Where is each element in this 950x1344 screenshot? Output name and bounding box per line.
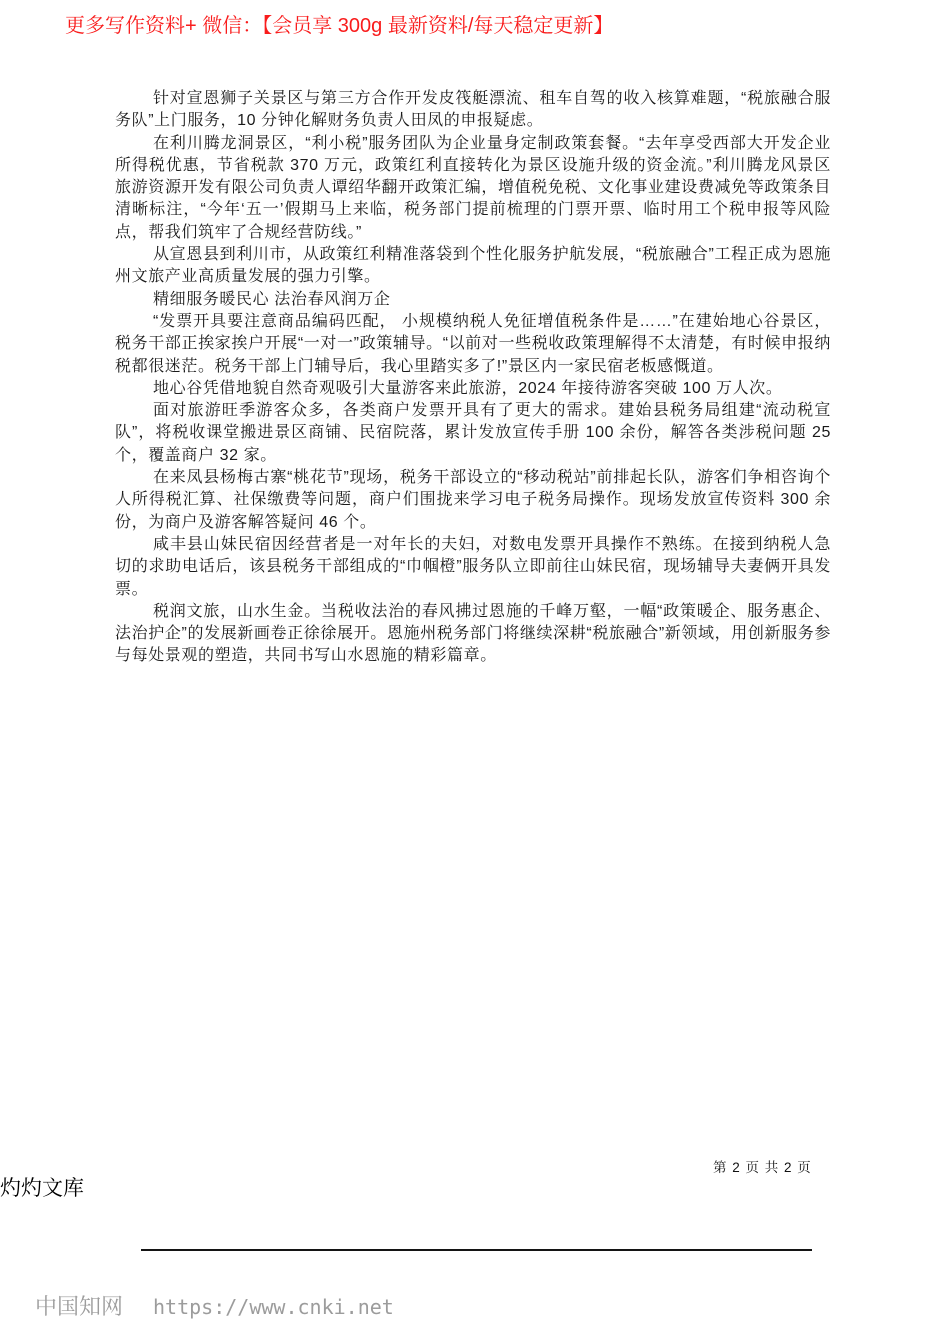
body-paragraph: 针对宣恩狮子关景区与第三方合作开发皮筏艇漂流、租车自驾的收入核算难题，“税旅融合服务队”上门服务，10 分钟化解财务负责人田凤的申报疑虑。: [115, 90, 831, 130]
body-paragraph: 面对旅游旺季游客众多，各类商户发票开具有了更大的需求。建始县税务局组建“流动税宣队”，将税收课堂搬进景区商铺、民宿院落，累计发放宣传手册 100 余份，解答各类涉税问题 25 个，覆盖商户 32 家。: [115, 402, 831, 464]
cnki-site-url: https://www.cnki.net: [153, 1295, 394, 1319]
body-paragraph: 地心谷凭借地貌自然奇观吸引大量游客来此旅游，2024 年接待游客突破 100 万人次。: [153, 379, 783, 397]
body-paragraph: 从宣恩县到利川市，从政策红利精准落袋到个性化服务护航发展，“税旅融合”工程正成为恩施州文旅产业高质量发展的强力引擎。: [115, 246, 831, 286]
body-paragraph: 税润文旅，山水生金。当税收法治的春风拂过恩施的千峰万壑，一幅“政策暖企、服务惠企、法治护企”的发展新画卷正徐徐展开。恩施州税务部门将继续深耕“税旅融合”新领域，用创新服务参与每处景观的塑造，共同书写山水恩施的精彩篇章。: [115, 602, 831, 665]
document-body: [115, 88, 831, 668]
footer-divider-line: [141, 1249, 812, 1251]
library-label: 灼灼文库: [0, 1177, 84, 1200]
body-paragraph: 在来凤县杨梅古寨“桃花节”现场，税务干部设立的“移动税站”前排起长队，游客们争相咨询个人所得税汇算、社保缴费等问题，商户们围拢来学习电子税务局操作。现场发放宣传资料 300 余份，为商户及游客解答疑问 46 个。: [115, 469, 831, 531]
page-number-indicator: 第 2 页 共 2 页: [713, 1160, 812, 1175]
body-paragraph: 咸丰县山妹民宿因经营者是一对年长的夫妇，对数电发票开具操作不熟练。在接到纳税人急切的求助电话后，该县税务干部组成的“巾帼橙”服务队立即前往山妹民宿，现场辅导夫妻俩开具发票。: [115, 535, 831, 598]
cnki-site-name: 中国知网: [35, 1295, 124, 1320]
body-paragraph: 精细服务暖民心 法治春风润万企: [153, 290, 391, 308]
body-paragraph: “发票开具要注意商品编码匹配， 小规模纳税人免征增值税条件是……”在建始地心谷景区，税务干部正挨家挨户开展“一对一”政策辅导。“以前对一些税收政策理解得不太清楚，有时候申报纳税都很迷茫。税务干部上门辅导后，我心里踏实多了!”景区内一家民宿老板感慨道。: [115, 312, 831, 375]
body-paragraph: 在利川腾龙洞景区，“利小税”服务团队为企业量身定制政策套餐。“去年享受西部大开发企业所得税优惠，节省税款 370 万元，政策红利直接转化为景区设施升级的资金流。”利川腾龙风景区旅游资源开发有限公司负责人谭绍华翻开政策汇编，增值税免税、文化事业建设费减免等政策条目清晰标注，“今年‘五一’假期马上来临，税务部门提前梳理的门票开票、临时用工个税申报等风险点，帮我们筑牢了合规经营防线。”: [115, 134, 831, 241]
cnki-watermark: [35, 1290, 394, 1321]
promo-banner-text: 更多写作资料+ 微信：【会员享 300g 最新资料/每天稳定更新】: [65, 15, 614, 37]
